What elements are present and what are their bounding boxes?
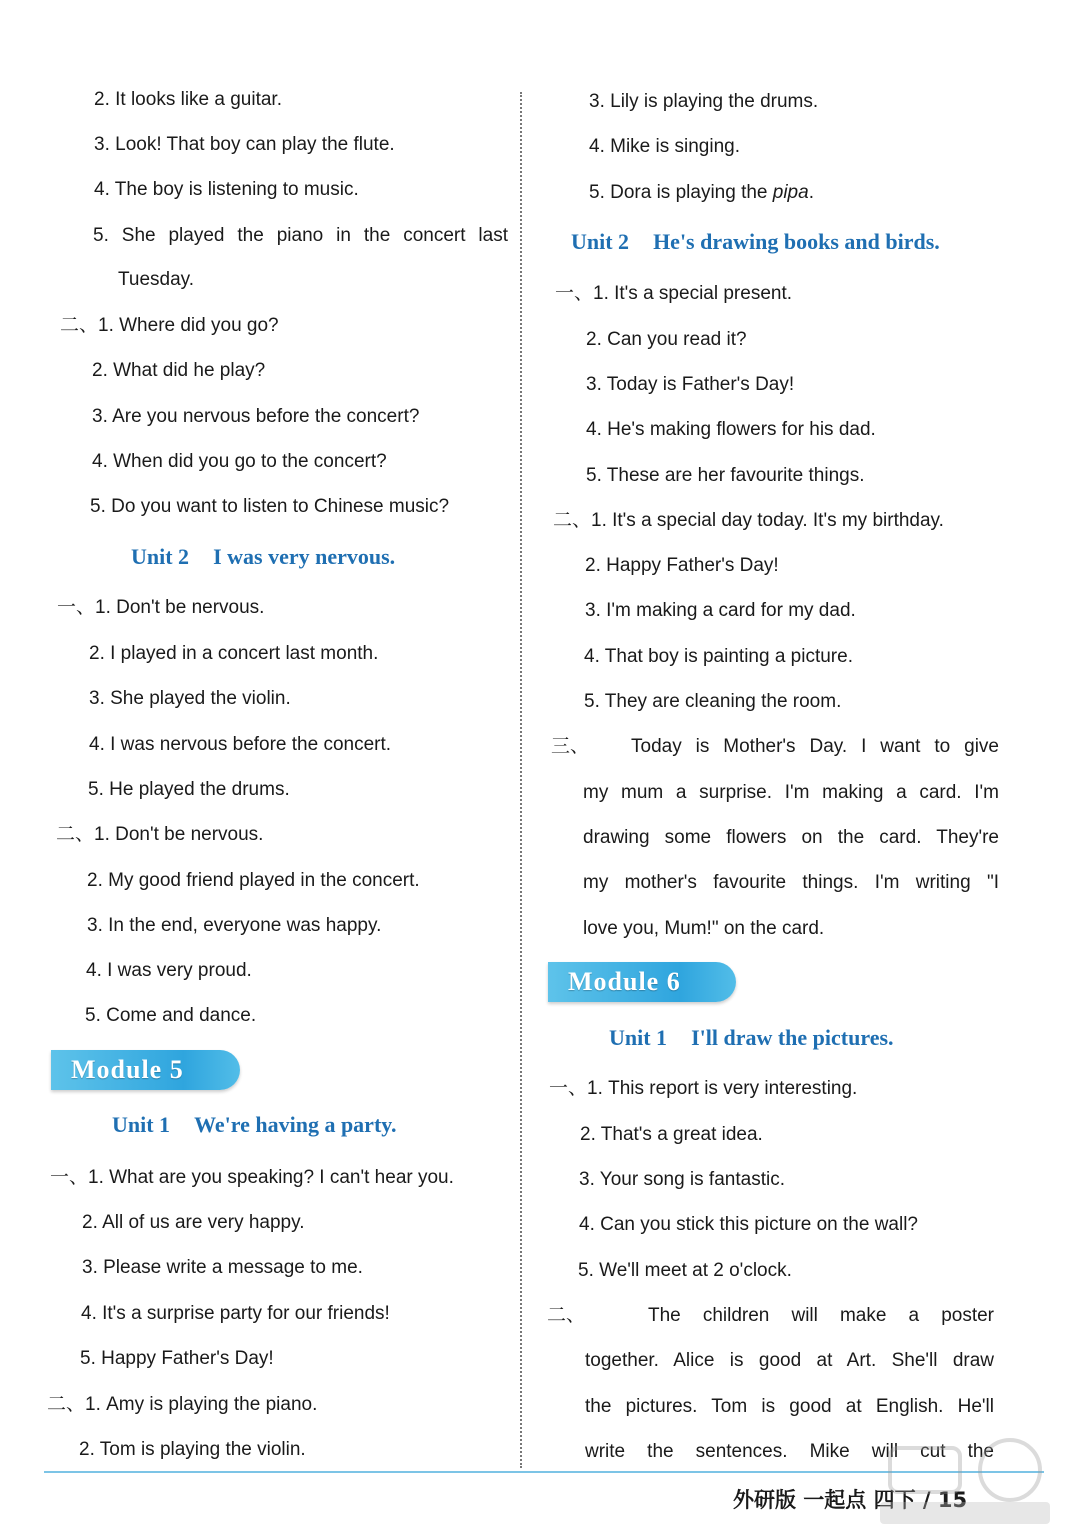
answer-line: 5. Do you want to listen to Chinese music? [90, 496, 450, 517]
answer-line: 3. Lily is playing the drums. [589, 91, 819, 112]
answer-line: 3. Please write a message to me. [82, 1257, 363, 1278]
answer-line: 4. Mike is singing. [589, 136, 741, 157]
answer-line: 2. All of us are very happy. [82, 1212, 305, 1233]
answer-line: 3. Today is Father's Day! [586, 374, 795, 395]
answer-line: 5. Come and dance. [85, 1005, 257, 1026]
unit-title: He's drawing books and birds. [653, 229, 940, 254]
answer-text: . [808, 182, 814, 203]
paragraph-line: my mother's favourite things. I'm writing "I [583, 872, 999, 893]
section-2-label: 二、 [547, 1305, 586, 1326]
paragraph-line: love you, Mum!" on the card. [583, 918, 825, 939]
section-1-line: 一、1. Don't be nervous. [57, 597, 265, 618]
module-5-banner [51, 1050, 240, 1090]
answer-line: 4. The boy is listening to music. [94, 179, 359, 200]
section-1-line: 一、1. This report is very interesting. [549, 1078, 858, 1099]
paragraph-line: Today is Mother's Day. I want to give [631, 736, 999, 757]
unit-title: I'll draw the pictures. [691, 1025, 894, 1050]
answer-line: 3. Your song is fantastic. [579, 1169, 785, 1190]
unit-number: Unit 2 [571, 229, 630, 254]
answer-line: 4. It's a surprise party for our friends! [81, 1303, 390, 1324]
answer-line [589, 181, 814, 205]
section-2-line: 二、1. It's a special day today. It's my birthday. [553, 510, 944, 531]
page-footer: 外研版 一起点 四下 / 15 [733, 1488, 968, 1512]
answer-line: 4. He's making flowers for his dad. [586, 419, 876, 440]
section-2-line: 二、1. Don't be nervous. [56, 824, 264, 845]
column-divider [520, 92, 522, 1468]
answer-line: 3. She played the violin. [89, 688, 291, 709]
module-title: Module 6 [568, 967, 681, 996]
answer-line: 2. It looks like a guitar. [94, 89, 282, 110]
unit-number: Unit 1 [609, 1025, 668, 1050]
unit-heading [609, 1025, 894, 1051]
unit-number: Unit 1 [112, 1112, 171, 1137]
paragraph-line: write the sentences. Mike will cut the [585, 1441, 994, 1462]
answer-line: 2. My good friend played in the concert. [87, 870, 420, 891]
paragraph-line: The children will make a poster [648, 1305, 994, 1326]
unit-heading [131, 544, 395, 570]
answer-line: 5. We'll meet at 2 o'clock. [578, 1260, 792, 1281]
answer-line: 2. Tom is playing the violin. [79, 1439, 306, 1460]
answer-line: 3. Are you nervous before the concert? [92, 406, 420, 427]
paragraph-line: my mum a surprise. I'm making a card. I'm [583, 782, 999, 803]
section-1-line: 一、1. What are you speaking? I can't hear you. [50, 1167, 454, 1188]
unit-number: Unit 2 [131, 544, 190, 569]
unit-heading [112, 1112, 397, 1138]
answer-line: 5. They are cleaning the room. [584, 691, 842, 712]
watermark-logo [870, 1430, 1060, 1530]
answer-line: 2. That's a great idea. [580, 1124, 763, 1145]
answer-line: 4. I was nervous before the concert. [89, 734, 392, 755]
answer-line: 4. I was very proud. [86, 960, 252, 981]
section-3-label: 三、 [551, 736, 590, 757]
answer-text: 5. Dora is playing the [589, 182, 773, 203]
answer-line: 2. Can you read it? [586, 329, 747, 350]
answer-italic-word: pipa [772, 182, 809, 203]
section-2-line: 二、1. Where did you go? [60, 315, 279, 336]
unit-title: We're having a party. [194, 1112, 397, 1137]
answer-line: 5. She played the piano in the concert last [93, 225, 508, 246]
answer-line: Tuesday. [118, 269, 195, 290]
section-1-line: 一、1. It's a special present. [555, 283, 793, 304]
answer-line: 5. Happy Father's Day! [80, 1348, 274, 1369]
paragraph-line: the pictures. Tom is good at English. He'll [585, 1396, 994, 1417]
answer-line: 4. When did you go to the concert? [92, 451, 387, 472]
answer-line: 3. I'm making a card for my dad. [585, 600, 856, 621]
unit-heading [571, 229, 940, 255]
module-6-banner [548, 962, 736, 1002]
answer-line: 3. In the end, everyone was happy. [87, 915, 382, 936]
paragraph-line: together. Alice is good at Art. She'll draw [585, 1350, 994, 1371]
answer-line: 5. These are her favourite things. [586, 465, 865, 486]
answer-line: 2. What did he play? [92, 360, 266, 381]
answer-line: 4. Can you stick this picture on the wall? [579, 1214, 919, 1235]
paragraph-line: drawing some flowers on the card. They're [583, 827, 999, 848]
unit-title: I was very nervous. [213, 544, 396, 569]
answer-line: 4. That boy is painting a picture. [584, 646, 853, 667]
module-title: Module 5 [71, 1055, 184, 1084]
section-2-line: 二、1. Amy is playing the piano. [47, 1394, 318, 1415]
answer-line: 2. Happy Father's Day! [585, 555, 779, 576]
answer-line: 5. He played the drums. [88, 779, 290, 800]
answer-line: 2. I played in a concert last month. [89, 643, 379, 664]
answer-line: 3. Look! That boy can play the flute. [94, 134, 395, 155]
